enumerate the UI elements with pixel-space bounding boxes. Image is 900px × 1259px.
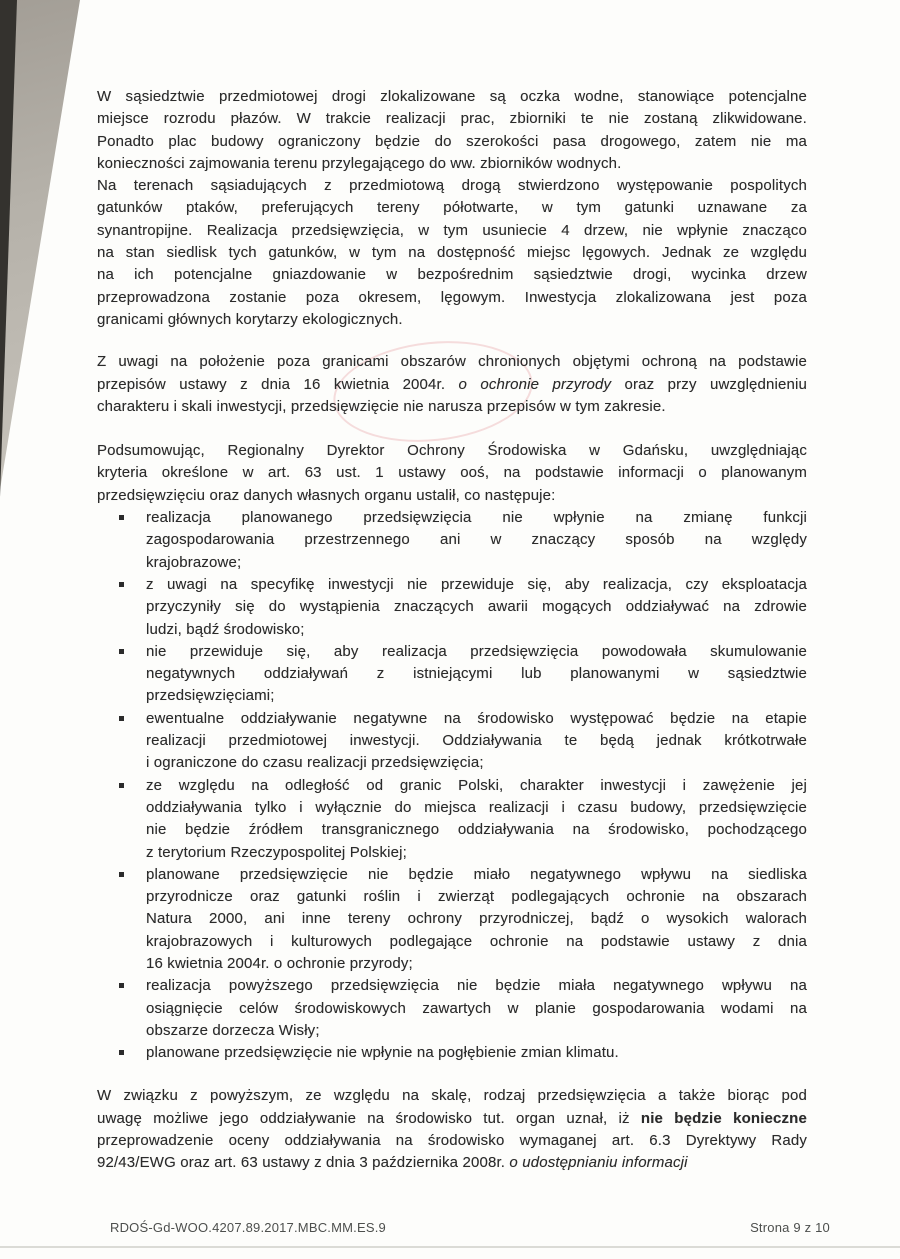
- text-line: charakteru i skali inwestycji, przedsięwzięcie nie narusza przepisów w tym zakresie.: [97, 397, 666, 415]
- italic-text: o ochronie przyrody: [458, 375, 612, 393]
- text-line: kryteria określone w art. 63 ust. 1 ustawy ooś, na podstawie informacji o planowanym: [97, 464, 807, 482]
- bullet-text: [146, 641, 807, 708]
- text-line: ludzi, bądź środowisko;: [146, 620, 305, 638]
- text-line: przeprowadzona zostanie poza okresem, lęgowym. Inwestycja zlokalizowana jest poza: [97, 288, 807, 306]
- bullet-item: [97, 507, 807, 574]
- text-line: synantropijne. Realizacja przedsięwzięcia, w tym usuniecie 4 drzew, nie wpłynie znacząco: [97, 221, 807, 239]
- text-line: Podsumowując, Regionalny Dyrektor Ochrony Środowiska w Gdańsku, uwzględniając: [97, 442, 807, 460]
- text-line: [97, 1152, 807, 1174]
- footer-page-number: Strona 9 z 10: [750, 1220, 830, 1235]
- text-line: ze względu na odległość od granic Polski, charakter inwestycji i zawężenie jej: [146, 776, 807, 794]
- square-bullet-icon: [119, 515, 124, 520]
- footer-case-reference: RDOŚ-Gd-WOO.4207.89.2017.MBC.MM.ES.9: [110, 1220, 386, 1235]
- bullet-text: [146, 574, 807, 641]
- text-line: realizacja planowanego przedsięwzięcia nie wpłynie na zmianę funkcji: [146, 509, 807, 527]
- bullet-text: [146, 975, 807, 1042]
- text-line: gatunków ptaków, preferujących tereny półotwarte, w tym gatunki uznawane za: [97, 199, 807, 217]
- text-line: granicami głównych korytarzy ekologicznych.: [97, 310, 403, 328]
- text-line: [97, 1108, 807, 1130]
- square-bullet-icon: [119, 872, 124, 877]
- text-line: realizacji przedmiotowej inwestycji. Oddziaływania te będą jednak krótkotrwałe: [146, 732, 807, 750]
- text-line: W związku z powyższym, ze względu na skalę, rodzaj przedsięwzięcia a także biorąc pod: [97, 1087, 807, 1105]
- bullet-text: [146, 708, 807, 775]
- text-line: i ograniczone do czasu realizacji przedsięwzięcia;: [146, 754, 484, 772]
- text-line: oddziaływania tylko i wyłącznie do miejsca realizacji i czasu budowy, przedsięwzięcie: [146, 798, 807, 816]
- paragraph-water-bodies: [97, 86, 807, 175]
- text-line: przyczyniły się do wystąpienia znaczących awarii mogących oddziaływać na zdrowie: [146, 598, 807, 616]
- text-line: Ponadto plac budowy ograniczony będzie do szerokości pasa drogowego, zatem nie ma: [97, 132, 807, 150]
- text-line: przeprowadzenie oceny oddziaływania na środowisko wymaganej art. 6.3 Dyrektywy Rady: [97, 1132, 807, 1150]
- text-line: z uwagi na specyfikę inwestycji nie przewiduje się, aby realizacja, czy eksploatacja: [146, 575, 807, 593]
- square-bullet-icon: [119, 649, 124, 654]
- square-bullet-icon: [119, 783, 124, 788]
- text-line: osiągnięcie celów środowiskowych zawartych w planie gospodarowania wodami na: [146, 999, 807, 1017]
- text-line: obszarze dorzecza Wisły;: [146, 1021, 320, 1039]
- bullet-text: [146, 1042, 807, 1064]
- paragraph-summary-intro: [97, 440, 807, 507]
- bullet-item: [97, 708, 807, 775]
- bullet-item: [97, 864, 807, 975]
- square-bullet-icon: [119, 983, 124, 988]
- text-line: miejsce rozrodu płazów. W trakcie realizacji prac, zbiorniki te nie zostaną zlikwidowane.: [97, 110, 807, 128]
- text-line: Na terenach sąsiadujących z przedmiotową drogą stwierdzono występowanie pospolitych: [97, 177, 807, 195]
- text-line: W sąsiedztwie przedmiotowej drogi zlokalizowane są oczka wodne, stanowiące potencjalne: [97, 88, 807, 105]
- text-line: na ich potencjalne gniazdowanie w bezpośrednim sąsiedztwie drogi, wycinka drzew: [97, 266, 807, 284]
- text-line: z terytorium Rzeczypospolitej Polskiej;: [146, 843, 407, 861]
- text-line: krajobrazowe;: [146, 553, 242, 571]
- bullet-item: [97, 574, 807, 641]
- bullet-item: [97, 641, 807, 708]
- bold-text: nie będzie konieczne: [640, 1109, 807, 1127]
- square-bullet-icon: [119, 1050, 124, 1055]
- text-line: przedsięwzięciu oraz danych własnych organu ustalił, co następuje:: [97, 486, 556, 504]
- bullet-item: [97, 1042, 807, 1064]
- scan-edge-line: [0, 1246, 900, 1248]
- square-bullet-icon: [119, 582, 124, 587]
- text-line: negatywnych oddziaływań z istniejącymi lub planowanymi w sąsiedztwie: [146, 665, 807, 683]
- paragraph-protected-areas: [97, 351, 807, 418]
- text-segment: uwagę możliwe jego oddziaływanie na środowisko tut. organ uznał, iż: [97, 1109, 641, 1127]
- bullet-text: [146, 775, 807, 864]
- text-line: nie będzie źródłem transgranicznego oddziaływania na środowisko, pochodzącego: [146, 821, 807, 839]
- text-line: [97, 374, 807, 396]
- text-line: przedsięwzięciami;: [146, 687, 275, 705]
- text-line: konieczności zajmowania terenu przylegającego do ww. zbiorników wodnych.: [97, 154, 622, 172]
- document-body: [97, 86, 807, 1175]
- square-bullet-icon: [119, 716, 124, 721]
- italic-text: o udostępnianiu informacji: [509, 1154, 688, 1172]
- text-segment: oraz przy uwzględnieniu: [611, 375, 807, 393]
- text-segment: przepisów ustawy z dnia 16 kwietnia 2004r.: [97, 375, 459, 393]
- text-line: nie przewiduje się, aby realizacja przedsięwzięcia powodowała skumulowanie: [146, 642, 807, 660]
- paragraph-bird-species: [97, 175, 807, 331]
- findings-bullet-list: [97, 507, 807, 1064]
- text-line: ewentualne oddziaływanie negatywne na środowisko występować będzie na etapie: [146, 709, 807, 727]
- text-line: realizacja powyższego przedsięwzięcia nie będzie miała negatywnego wpływu na: [146, 977, 807, 995]
- text-line: Z uwagi na położenie poza granicami obszarów chronionych objętymi ochroną na podstawie: [97, 353, 807, 371]
- bullet-item: [97, 775, 807, 864]
- text-line: przyrodnicze oraz gatunki roślin i zwierząt podlegających ochronie na obszarach: [146, 888, 807, 906]
- text-line: krajobrazowych i kulturowych podlegające ochronie na podstawie ustawy z dnia: [146, 932, 807, 950]
- bullet-text: [146, 864, 807, 975]
- text-line: Natura 2000, ani inne tereny ochrony przyrodniczej, bądź o wysokich walorach: [146, 910, 807, 928]
- bullet-text: [146, 507, 807, 574]
- text-line: zagospodarowania przestrzennego ani w znaczący sposób na względy: [146, 531, 807, 549]
- bullet-item: [97, 975, 807, 1042]
- text-segment: 92/43/EWG oraz art. 63 ustawy z dnia 3 października 2008r.: [97, 1154, 510, 1172]
- text-line: planowane przedsięwzięcie nie wpłynie na pogłębienie zmian klimatu.: [146, 1044, 619, 1062]
- text-line: na stan siedlisk tych gatunków, w tym na dostępność miejsc lęgowych. Jednak ze względu: [97, 244, 807, 262]
- text-line: 16 kwietnia 2004r. o ochronie przyrody;: [146, 954, 413, 972]
- paragraph-conclusion: [97, 1085, 807, 1174]
- text-line: planowane przedsięwzięcie nie będzie miało negatywnego wpływu na siedliska: [146, 865, 807, 883]
